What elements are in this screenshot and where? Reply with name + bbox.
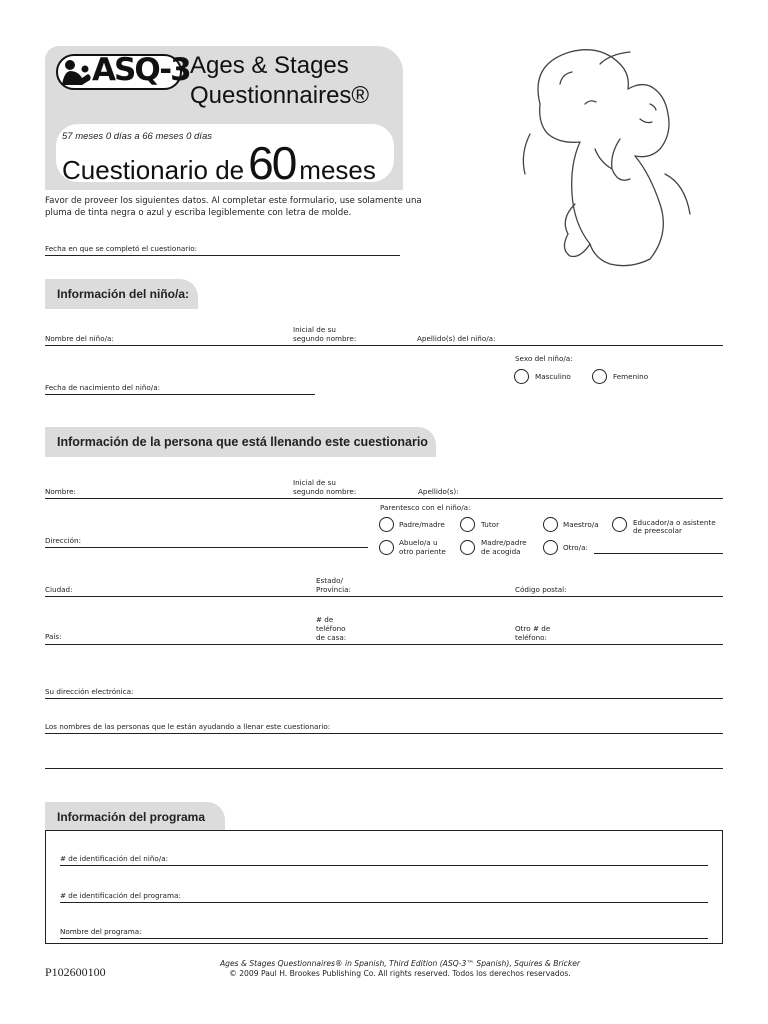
title-suffix: meses <box>299 155 376 185</box>
sex-male-radio[interactable] <box>514 369 529 384</box>
home-phone-label-1: # de <box>316 615 334 624</box>
child-sex-label: Sexo del niño/a: <box>515 354 573 363</box>
email-label: Su dirección electrónica: <box>45 687 134 696</box>
address-field[interactable] <box>45 547 368 548</box>
city-state-zip-field[interactable] <box>45 596 723 597</box>
person-section-header <box>45 427 436 457</box>
sex-female-label: Femenino <box>613 372 649 381</box>
title-prefix: Cuestionario de <box>62 155 245 185</box>
relationship-educator-radio[interactable] <box>612 517 627 532</box>
relationship-teacher-label: Maestro/a <box>563 520 599 529</box>
relationship-parent-radio[interactable] <box>379 517 394 532</box>
sex-female-radio[interactable] <box>592 369 607 384</box>
logo-wordmark: ASQ-3 <box>92 52 190 88</box>
child-middle-initial-label-1: Inicial de su <box>293 325 336 334</box>
relationship-foster-label-1: Madre/padre <box>481 538 527 547</box>
age-range: 57 meses 0 días a 66 meses 0 días <box>62 131 212 142</box>
state-label-2: Provincia: <box>316 585 351 594</box>
child-middle-initial-label-2: segundo nombre: <box>293 334 357 343</box>
address-label: Dirección: <box>45 536 82 545</box>
child-id-label: # de identificación del niño/a: <box>60 854 169 863</box>
program-info-box <box>45 830 723 944</box>
helpers-label: Los nombres de las personas que le están ayudando a llenar este cuestionario: <box>45 722 331 731</box>
completion-date-field[interactable] <box>45 255 400 256</box>
child-birth-date-field[interactable] <box>45 394 315 395</box>
helpers-field-1[interactable] <box>45 733 723 734</box>
relationship-other-field[interactable] <box>594 553 723 554</box>
mother-baby-illustration <box>500 44 700 284</box>
relationship-educator-label-1: Educador/a o asistente <box>633 518 716 527</box>
program-id-field[interactable] <box>60 902 708 903</box>
home-phone-label-2: teléfono <box>316 624 346 633</box>
other-phone-label-2: teléfono: <box>515 633 547 642</box>
state-label-1: Estado/ <box>316 576 343 585</box>
footer-line2: © 2009 Paul H. Brookes Publishing Co. All rights reserved. Todos los derechos reservados. <box>229 969 571 978</box>
relationship-label: Parentesco con el niño/a: <box>380 503 471 512</box>
person-name-field[interactable] <box>45 498 723 499</box>
child-id-field[interactable] <box>60 865 708 866</box>
footer-line1: Ages & Stages Questionnaires® in Spanish, Third Edition (ASQ-3™ Spanish), Squires & Bricker <box>219 959 581 968</box>
other-phone-label-1: Otro # de <box>515 624 551 633</box>
questionnaire-title <box>62 136 376 190</box>
child-section-title: Información del niño/a: <box>57 287 190 301</box>
child-first-name-label: Nombre del niño/a: <box>45 334 114 343</box>
person-name-label: Nombre: <box>45 487 76 496</box>
relationship-foster-radio[interactable] <box>460 540 475 555</box>
relationship-grandparent-label-2: otro pariente <box>399 547 446 556</box>
instructions-text: Favor de proveer los siguientes datos. Al completar este formulario, use solamente una pluma de tinta negra o azul y escriba legiblemente con letra de molde. <box>45 196 422 218</box>
child-birth-date-label: Fecha de nacimiento del niño/a: <box>45 383 161 392</box>
email-field[interactable] <box>45 698 723 699</box>
person-middle-initial-label-1: Inicial de su <box>293 478 336 487</box>
relationship-parent-label: Padre/madre <box>399 520 445 529</box>
program-name-label: Nombre del programa: <box>60 927 142 936</box>
relationship-other-label: Otro/a: <box>563 543 588 552</box>
program-id-label: # de identificación del programa: <box>60 891 181 900</box>
person-section-title: Información de la persona que está llenando este cuestionario <box>57 435 428 449</box>
form-code: P102600100 <box>45 965 106 979</box>
person-last-name-label: Apellido(s): <box>418 487 459 496</box>
program-section-header <box>45 802 225 831</box>
brand-name-line1: Ages & Stages <box>190 52 349 79</box>
relationship-other-radio[interactable] <box>543 540 558 555</box>
relationship-grandparent-radio[interactable] <box>379 540 394 555</box>
relationship-foster-label-2: de acogida <box>481 547 521 556</box>
child-section-header <box>45 279 198 309</box>
relationship-educator-label-2: de preescolar <box>633 526 682 535</box>
relationship-guardian-label: Tutor <box>481 520 500 529</box>
brand-name-line2: Questionnaires® <box>190 82 370 109</box>
relationship-guardian-radio[interactable] <box>460 517 475 532</box>
sex-male-label: Masculino <box>535 372 571 381</box>
copyright-footer <box>180 959 620 979</box>
title-number: 60 <box>248 137 296 189</box>
program-name-field[interactable] <box>60 938 708 939</box>
home-phone-label-3: de casa: <box>316 633 347 642</box>
country-phone-field[interactable] <box>45 644 723 645</box>
relationship-grandparent-label-1: Abuelo/a u <box>399 538 438 547</box>
person-middle-initial-label-2: segundo nombre: <box>293 487 357 496</box>
relationship-teacher-radio[interactable] <box>543 517 558 532</box>
city-label: Ciudad: <box>45 585 73 594</box>
child-last-name-label: Apellido(s) del niño/a: <box>417 334 496 343</box>
completion-date-label: Fecha en que se completó el cuestionario: <box>45 244 198 253</box>
country-label: País: <box>45 632 62 641</box>
program-section-title: Información del programa <box>57 810 206 824</box>
helpers-field-2[interactable] <box>45 768 723 769</box>
zip-label: Código postal: <box>515 585 567 594</box>
child-name-field[interactable] <box>45 345 723 346</box>
family-logo-icon <box>60 58 94 86</box>
